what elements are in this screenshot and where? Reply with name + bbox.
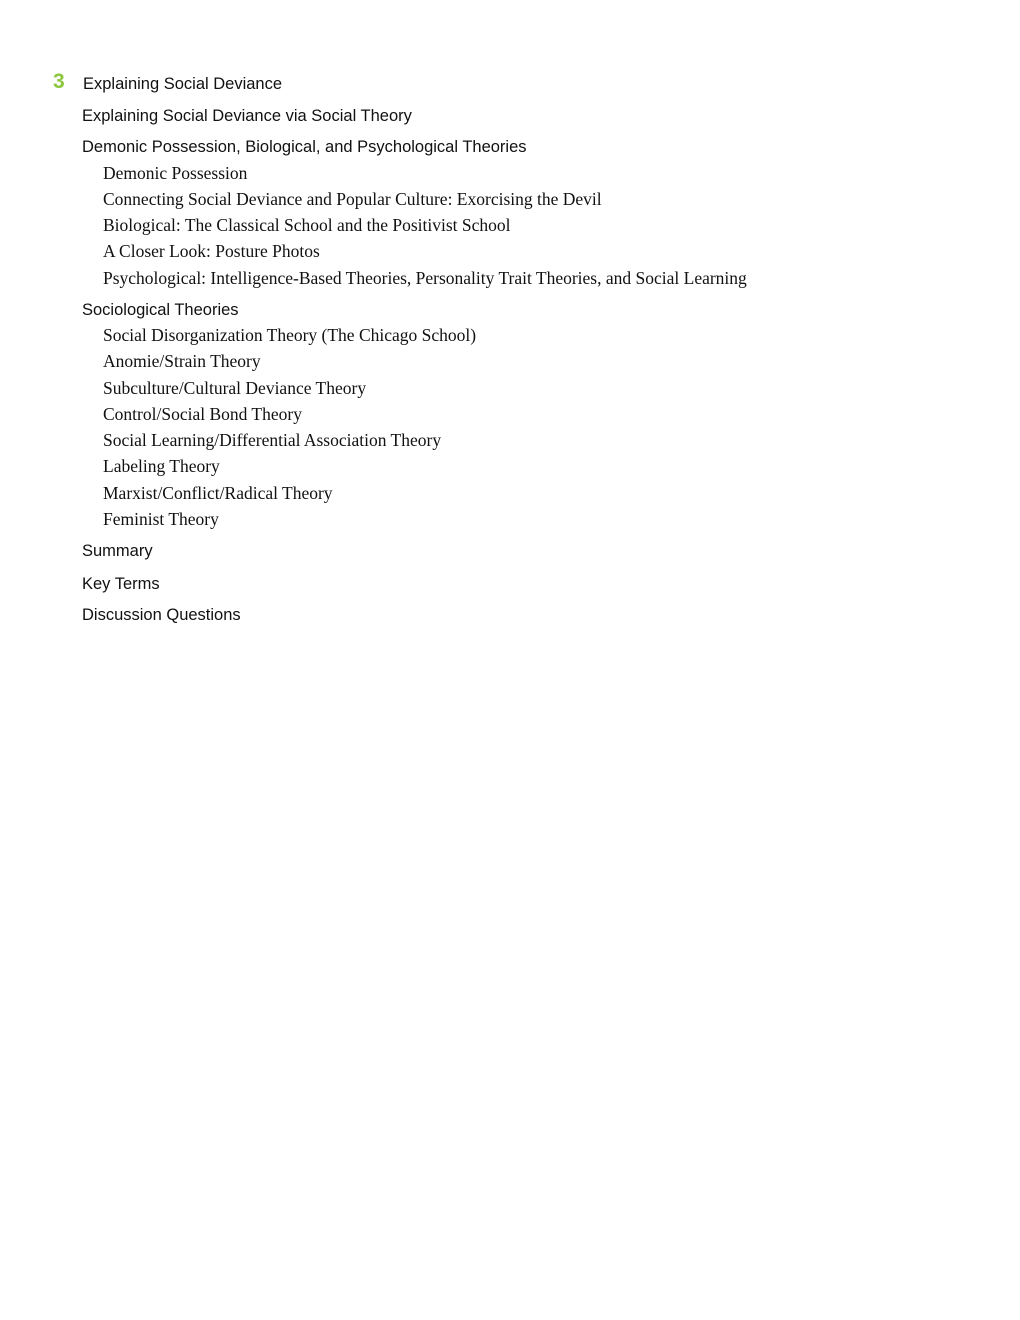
toc-subsection[interactable]: Marxist/Conflict/Radical Theory <box>103 483 333 503</box>
toc-subsection[interactable]: Social Learning/Differential Association Theory <box>103 430 442 450</box>
toc-section[interactable]: Summary <box>82 542 153 560</box>
toc-subsection[interactable]: Feminist Theory <box>103 509 219 529</box>
chapter-title: Explaining Social Deviance <box>83 75 283 93</box>
toc-subsection[interactable]: Connecting Social Deviance and Popular Culture: Exorcising the Devil <box>103 189 602 209</box>
toc-section[interactable]: Demonic Possession, Biological, and Psychological Theories <box>82 138 527 156</box>
chapter-number: 3 <box>53 70 65 93</box>
toc-subsection[interactable]: Anomie/Strain Theory <box>103 351 261 371</box>
toc-section[interactable]: Key Terms <box>82 575 160 593</box>
toc-subsection[interactable]: Demonic Possession <box>103 163 248 183</box>
toc-subsection[interactable]: Labeling Theory <box>103 456 220 476</box>
toc-section[interactable]: Discussion Questions <box>82 606 241 624</box>
toc-section[interactable]: Sociological Theories <box>82 301 239 319</box>
toc-subsection[interactable]: Social Disorganization Theory (The Chicago School) <box>103 325 477 345</box>
toc-subsection[interactable]: Biological: The Classical School and the Positivist School <box>103 215 511 235</box>
toc-subsection[interactable]: Subculture/Cultural Deviance Theory <box>103 378 367 398</box>
toc-section[interactable]: Explaining Social Deviance via Social Theory <box>82 107 412 125</box>
toc-subsection[interactable]: Psychological: Intelligence-Based Theories, Personality Trait Theories, and Social Learning <box>103 268 747 288</box>
toc-subsection[interactable]: A Closer Look: Posture Photos <box>103 241 320 261</box>
toc-subsection[interactable]: Control/Social Bond Theory <box>103 404 302 424</box>
